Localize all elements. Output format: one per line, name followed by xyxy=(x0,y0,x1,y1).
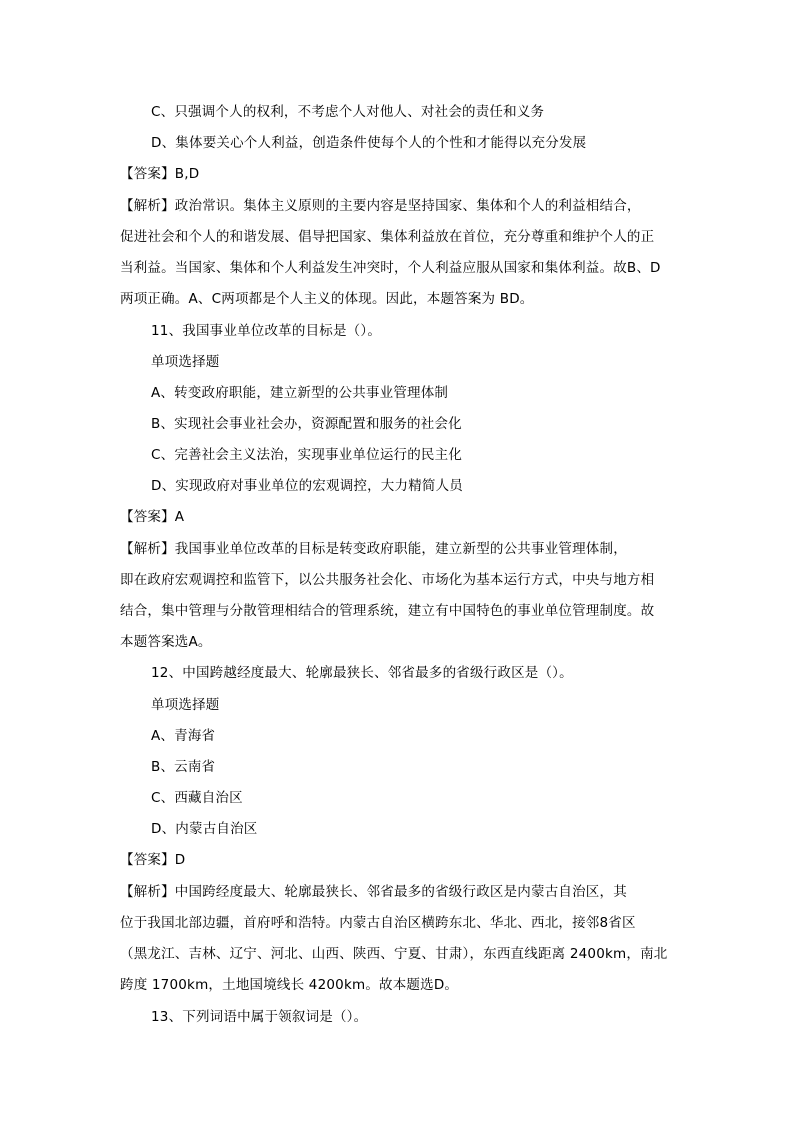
answer: 【答案】B,D xyxy=(120,166,200,182)
option-a: A、转变政府职能，建立新型的公共事业管理体制 xyxy=(151,385,449,401)
analysis-line: 本题答案选A。 xyxy=(120,634,212,650)
analysis-line: 促进社会和个人的和谐发展、倡导把国家、集体利益放在首位，充分尊重和维护个人的正 xyxy=(120,229,655,245)
analysis-line: 当利益。当国家、集体和个人利益发生冲突时，个人利益应服从国家和集体利益。故B、D xyxy=(120,260,661,276)
option-d: D、实现政府对事业单位的宏观调控，大力精简人员 xyxy=(151,478,463,494)
analysis-line: 【解析】我国事业单位改革的目标是转变政府职能，建立新型的公共事业管理体制， xyxy=(120,541,627,557)
question-type: 单项选择题 xyxy=(151,697,220,713)
option-a: A、青海省 xyxy=(151,728,216,744)
option-c: C、完善社会主义法治，实现事业单位运行的民主化 xyxy=(151,447,463,463)
question-title: 12、中国跨越经度最大、轮廓最狭长、邻省最多的省级行政区是（）。 xyxy=(151,665,573,681)
option-d: D、集体要关心个人利益，创造条件使每个人的个性和才能得以充分发展 xyxy=(151,135,587,151)
option-b: B、云南省 xyxy=(151,759,216,775)
analysis-line: 两项正确。A、C两项都是个人主义的体现。因此，本题答案为 BD。 xyxy=(120,291,534,307)
option-d: D、内蒙古自治区 xyxy=(151,821,258,837)
analysis-line: 【解析】政治常识。集体主义原则的主要内容是坚持国家、集体和个人的利益相结合， xyxy=(120,198,641,214)
question-type: 单项选择题 xyxy=(151,354,220,370)
question-title: 11、我国事业单位改革的目标是（）。 xyxy=(151,323,382,339)
option-c: C、只强调个人的权利，不考虑个人对他人、对社会的责任和义务 xyxy=(151,104,545,120)
analysis-line: 位于我国北部边疆，首府呼和浩特。内蒙古自治区横跨东北、华北、西北，接邻8省区 xyxy=(120,915,636,931)
option-c: C、西藏自治区 xyxy=(151,790,243,806)
analysis-line: 结合，集中管理与分散管理相结合的管理系统，建立有中国特色的事业单位管理制度。故 xyxy=(120,603,655,619)
analysis-line: 【解析】中国跨经度最大、轮廓最狭长、邻省最多的省级行政区是内蒙古自治区，其 xyxy=(120,884,627,900)
question-title: 13、下列词语中属于领叙词是（）。 xyxy=(151,1009,368,1025)
analysis-line: 跨度 1700km，土地国境线长 4200km。故本题选D。 xyxy=(120,977,459,993)
answer: 【答案】D xyxy=(120,852,186,868)
analysis-line: （黑龙江、吉林、辽宁、河北、山西、陕西、宁夏、甘肃），东西直线距离 2400km，南北 xyxy=(120,946,668,962)
option-b: B、实现社会事业社会办，资源配置和服务的社会化 xyxy=(151,416,462,432)
answer: 【答案】A xyxy=(120,509,185,525)
analysis-line: 即在政府宏观调控和监管下，以公共服务社会化、市场化为基本运行方式，中央与地方相 xyxy=(120,572,655,588)
